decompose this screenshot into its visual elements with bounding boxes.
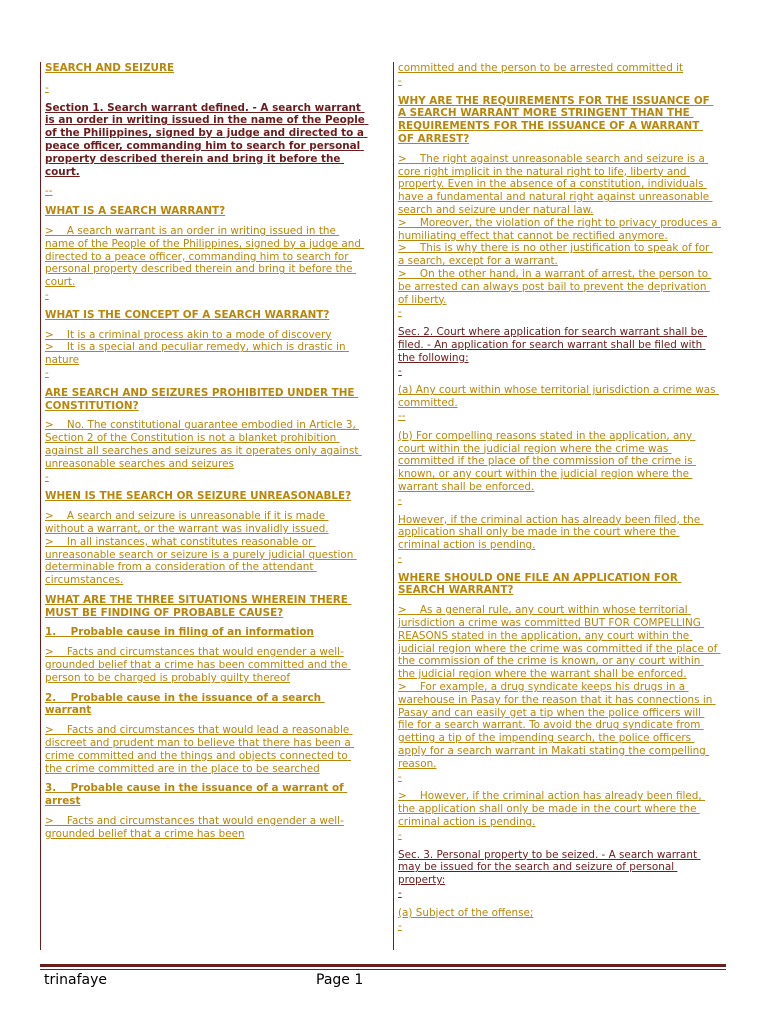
section-heading: 3. Probable cause in the issuance of a warrant of arrest [45, 782, 348, 808]
section-heading: ARE SEARCH AND SEIZURES PROHIBITED UNDER THE CONSTITUTION? [45, 386, 359, 412]
left-column [40, 62, 369, 950]
footer-rule-thin [40, 969, 726, 970]
paragraph: > As a general rule, any court within whose territorial jurisdiction a crime was committed BUT FOR COMPELLING REASONS stated in the application, any court within the judicial region where the crime was committed if the place of the commission of the crime is known, or any court within the judicial region where the warrant shall be enforced. > For example, a drug syndicate keeps his drugs in a warehouse in Pasay for the reason that it has connections in Pasay and can easily get a tip when the police officers will file for a search warrant. To avoid the drug syndicate from getting a tip of the impending search, the police officers apply for a search warrant in Makati stating the compelling reason. - [398, 604, 718, 783]
section-heading: 1. Probable cause in filing of an information [45, 626, 314, 639]
paragraph: (b) For compelling reasons stated in the application, any court within the judicial region where the crime was committed if the place of the commission of the crime is known, or any court within the judicial region where the warrant shall be enforced. - [398, 429, 693, 506]
section-heading: WHERE SHOULD ONE FILE AN APPLICATION FOR SEARCH WARRANT? [398, 571, 682, 597]
right-column [393, 62, 718, 950]
paragraph: Sec. 2. Court where application for search warrant shall be filed. - An application for search warrant shall be filed with the following: - [398, 326, 704, 377]
paragraph: > A search and seizure is unreasonable if it is made without a warrant, or the warrant was invalidly issued. > In all instances, what constitutes reasonable or unreasonable search or seizure is a purely judicial question determinable from a consideration of the attendant circumstances. [45, 510, 354, 587]
paragraph: - [45, 81, 49, 94]
paragraph: > A search warrant is an order in writing issued in the name of the People of the Philippines, signed by a judge and directed to a peace officer, commanding him to search for personal property described therein and bring it before the court. - [45, 224, 361, 301]
paragraph: -- [45, 185, 53, 198]
section-heading: WHAT ARE THE THREE SITUATIONS WHEREIN THERE MUST BE FINDING OF PROBABLE CAUSE? [45, 593, 352, 619]
paragraph: > No. The constitutional guarantee embodied in Article 3, Section 2 of the Constitution is not a blanket prohibition against all searches and seizures as it operates only against unreasonable searches and seizures - [45, 419, 359, 483]
section-heading: WHAT IS THE CONCEPT OF A SEARCH WARRANT? [45, 308, 330, 321]
paragraph: (a) Subject of the offense; - [398, 906, 534, 932]
section-heading: WHAT IS A SEARCH WARRANT? [45, 205, 226, 218]
paragraph: > The right against unreasonable search and seizure is a core right implicit in the natural right to life, liberty and property. Even in the absence of a constitution, individuals have a fundamental and natural right against unreasonable search and seizure under natural law. > Moreover, the violation of the right to privacy produces a humiliating effect that cannot be rectified anymore. > This is why there is no other justification to speak of for a search, except for a warrant. > On the other hand, in a warrant of arrest, the person to be arrested can always post bail to prevent the deprivation of liberty. - [398, 152, 718, 319]
paragraph: > However, if the criminal action has already been filed, the application shall only be made in the court where the criminal action is pending. - [398, 790, 702, 841]
section-heading: WHEN IS THE SEARCH OR SEIZURE UNREASONABLE? [45, 490, 352, 503]
paragraph: Sec. 3. Personal property to be seized. - A search warrant may be issued for the search and seizure of personal property: - [398, 848, 698, 900]
paragraph: > Facts and circumstances that would engender a well-grounded belief that a crime has been committed and the person to be charged is probably guilty thereof [45, 646, 351, 684]
footer-page-number: Page 1 [316, 972, 364, 988]
footer-rule [40, 964, 726, 967]
section-heading: WHY ARE THE REQUIREMENTS FOR THE ISSUANCE OF A SEARCH WARRANT MORE STRINGENT THAN THE REQUIREMENTS FOR THE ISSUANCE OF A WARRANT OF ARREST? [398, 94, 714, 145]
paragraph: > It is a criminal process akin to a mode of discovery > It is a special and peculiar remedy, which is drastic in nature - [45, 328, 346, 379]
section-heading: Section 1. Search warrant defined. - A search warrant is an order in writing issued in the name of the People of the Philippines, signed by a judge and directed to a peace officer, commanding him to search for personal property described therein and bring it before the court. [45, 101, 369, 178]
paragraph: committed and the person to be arrested committed it - [398, 62, 684, 87]
paragraph: However, if the criminal action has already been filed, the application shall only be made in the court where the criminal action is pending. - [398, 513, 701, 564]
paragraph: > Facts and circumstances that would engender a well-grounded belief that a crime has been [45, 815, 344, 840]
footer-author: trinafaye [44, 972, 107, 988]
section-heading: SEARCH AND SEIZURE [45, 62, 175, 74]
section-heading: 2. Probable cause in the issuance of a search warrant [45, 691, 325, 717]
paragraph: (a) Any court within whose territorial jurisdiction a crime was committed. -- [398, 384, 716, 422]
paragraph: > Facts and circumstances that would lead a reasonable discreet and prudent man to believe that there has been a crime committed and the things and objects connected to the crime committed are in the place to be searched [45, 724, 354, 775]
